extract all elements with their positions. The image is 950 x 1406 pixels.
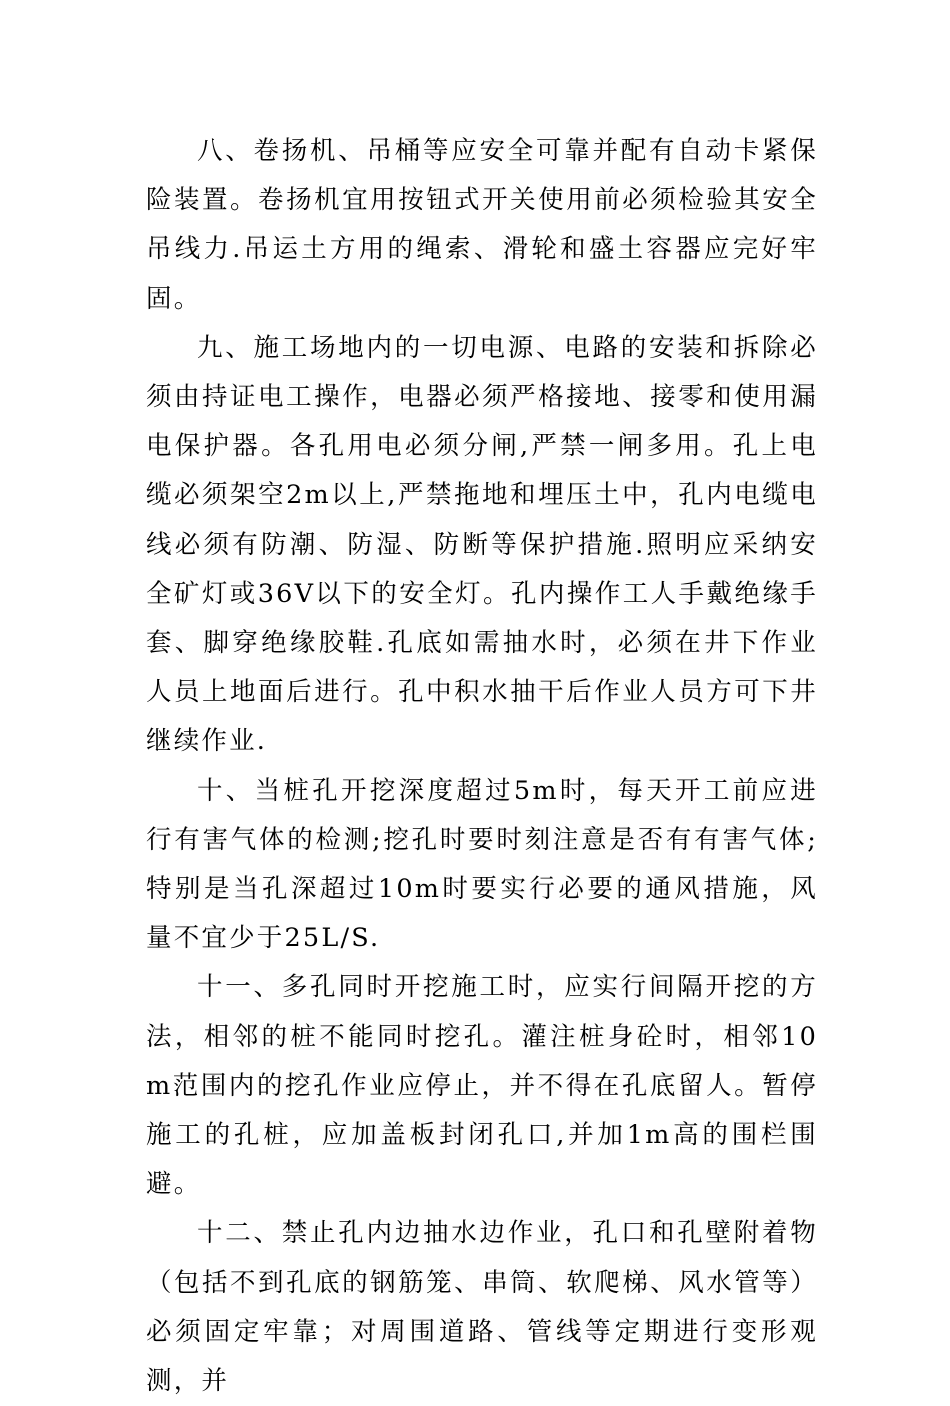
paragraph-9: 九、施工场地内的一切电源、电路的安装和拆除必须由持证电工操作，电器必须严格接地、接零和使用漏电保护器。各孔用电必须分闸,严禁一闸多用。孔上电缆必须架空2m以上,严禁拖地和埋压土中，孔内电缆电线必须有防潮、防湿、防断等保护措施.照明应采纳安全矿灯或36V以下的安全灯。孔内操作工人手戴绝缘手套、脚穿绝缘胶鞋.孔底如需抽水时，必须在井下作业人员上地面后进行。孔中积水抽干后作业人员方可下井继续作业. [146,332,818,757]
paragraph-11: 十一、多孔同时开挖施工时，应实行间隔开挖的方法，相邻的桩不能同时挖孔。灌注桩身砼时，相邻10m范围内的挖孔作业应停止，并不得在孔底留人。暂停施工的孔桩，应加盖板封闭孔口,并加1m高的围栏围避。 [146,972,818,1200]
paragraph-12: 十二、禁止孔内边抽水边作业，孔口和孔壁附着物（包括不到孔底的钢筋笼、串筒、软爬梯、风水管等）必须固定牢靠；对周围道路、管线等定期进行变形观测，并 [146,1218,818,1397]
paragraph-10: 十、当桩孔开挖深度超过5m时，每天开工前应进行有害气体的检测;挖孔时要时刻注意是否有有害气体;特别是当孔深超过10m时要实行必要的通风措施，风量不宜少于25L/S. [146,775,818,954]
document-page [146,127,818,1406]
paragraph-8: 八、卷扬机、吊桶等应安全可靠并配有自动卡紧保险装置。卷扬机宜用按钮式开关使用前必须检验其安全吊线力.吊运土方用的绳索、滑轮和盛土容器应完好牢固。 [146,136,818,314]
